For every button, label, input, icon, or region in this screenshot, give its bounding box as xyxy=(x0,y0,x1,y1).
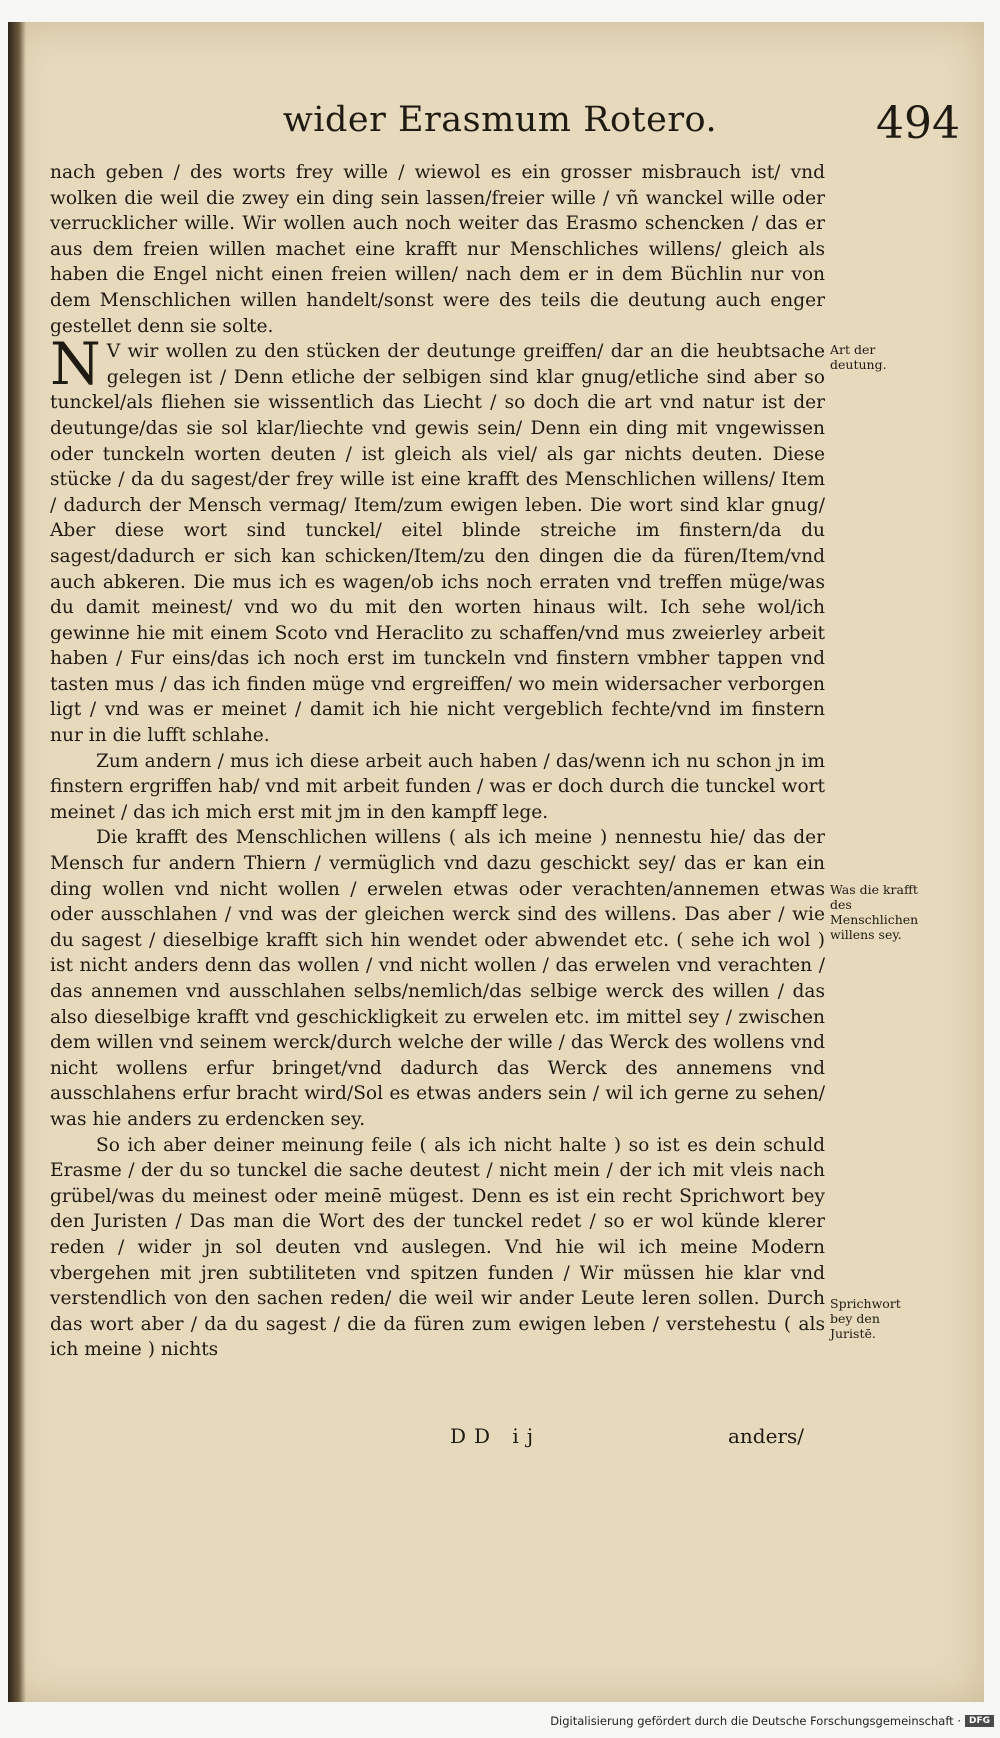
marginal-note-krafft-des-willens: Was die krafft des Menschlichen willens sey. xyxy=(830,882,919,942)
paragraph-2: NV wir wollen zu den stücken der deutunge greiffen/ dar an die heubtsache gelegen ist / Denn etliche der selbigen sind klar gnug/etliche sind aber so tunckel/als fliehen sie wissentlich das Liecht / so doch die art vnd natur ist der deutunge/das sie sol klar/liechte vnd gewis sein/ Denn ein ding mit vngewissen oder tunckeln worten deuten / ist gleich als viel/ als gar nichts deuten. Diese stücke / da du sagest/der frey wille ist eine krafft des Menschlichen willens/ Item / dadurch der Mensch vermag/ Item/zum ewigen leben. Die wort sind klar gnug/ Aber diese wort sind tunckel/ eitel blinde streiche im finstern/da du sagest/dadurch er sich kan schicken/Item/zu den dingen die da füren/Item/vnd auch abkeren. Die mus ich es wagen/ob ichs noch erraten vnd treffen müge/was du damit meinest/ vnd wo du mit den worten hinaus wilt. Ich sehe wol/ich gewinne hie mit einem Scoto vnd Heraclito zu schaffen/vnd mus zweierley arbeit haben / Fur eins/das ich noch erst im tunckeln vnd finstern vmbher tappen vnd tasten mus / das ich finden müge vnd ergreiffen/ wo mein widersacher verborgen ligt / vnd was er meinet / damit ich hie nicht vergeblich fechte/vnd im finstern nur in die lufft schlahe. xyxy=(50,330,825,747)
page-number: 494 xyxy=(876,98,960,149)
footer-text: Digitalisierung gefördert durch die Deutsche Forschungsgemeinschaft · xyxy=(550,1714,961,1728)
marginal-note-sprichwort: Sprichwort bey den Juristē. xyxy=(830,1296,901,1341)
body-text xyxy=(50,160,825,1363)
paragraph-1: nach geben / des worts frey wille / wiewol es ein grosser misbrauch ist/ vnd wolken die weil die zwey ein ding sein lassen/freier wille / vñ wanckel wille oder verrucklicher wille. Wir wollen auch noch weiter das Erasmo schencken / das er aus dem freien willen machet eine krafft nur Menschliches willens/ gleich als haben die Engel nicht einen freien willen/ nach dem er in dem Büchlin nur von dem Menschlichen willen handelt/sonst were des teils die deutung auch enger gestellet denn sie solte. xyxy=(50,162,825,337)
paragraph-4: Die krafft des Menschlichen willens ( als ich meine ) nennestu hie/ das der Mensch fur andern Thiern / vermüglich vnd dazu geschickt sey/ das er kan ein ding wollen vnd nicht wollen / erwelen etwas oder verachten/annemen etwas oder ausschlahen / vnd was der gleichen werck sind des willens. Das aber / wie du sagest / dieselbige krafft sich hin wendet oder abwendet etc. ( sehe ich wol ) ist nicht anders denn das wollen / vnd nicht wollen / das erwelen vnd verachten / das annemen vnd ausschlahen selbs/nemlich/das selbige werck des willen / das also dieselbige krafft vnd geschickligkeit zu erwelen etc. im mittel sey / zwischen dem willen vnd seinem werck/durch welche der wille / das Werck des wollens vnd nicht wollens erfur bringet/vnd dadurch das Werck des annemens vnd ausschlahens erfur bracht wird/Sol es etwas anders sein / wil ich gerne zu sehen/ was hie anders zu erdencken sey. xyxy=(50,827,825,1130)
signature-mark: DD ij xyxy=(450,1424,542,1448)
running-head-title: wider Erasmum Rotero. xyxy=(282,100,718,140)
dfg-logo: DFG xyxy=(965,1715,994,1727)
paragraph-5: So ich aber deiner meinung feile ( als ich nicht halte ) so ist es dein schuld Erasme / der du so tunckel die sache deutest / nicht mein / der ich mit vleis nach grübel/was du meinest oder meinē mügest. Denn es ist ein recht Sprichwort bey den Juristen / Das man die Wort des der tunckel redet / so er wol künde klerer reden / wider jn sol deuten vnd auslegen. Vnd hie wil ich meine Modern vbergehen mit jren subtiliteten vnd spitzen funden / Wir müssen hie klar vnd verstendlich von den sachen reden/ die weil wir ander Leute leren sollen. Durch das wort aber / da du sagest / die da füren zum ewigen leben / verstehestu ( als ich meine ) nichts xyxy=(50,1134,825,1361)
catchword: anders/ xyxy=(728,1424,805,1448)
marginal-note-art-der-deutung: Art der deutung. xyxy=(830,342,887,372)
digitization-footer xyxy=(550,1714,994,1728)
paragraph-3: Zum andern / mus ich diese arbeit auch haben / das/wenn ich nu schon jn im finstern ergriffen hab/ vnd mit arbeit funden / was er doch durch die tunckel wort meinet / das ich mich erst mit jm in den kampff lege. xyxy=(50,750,825,823)
